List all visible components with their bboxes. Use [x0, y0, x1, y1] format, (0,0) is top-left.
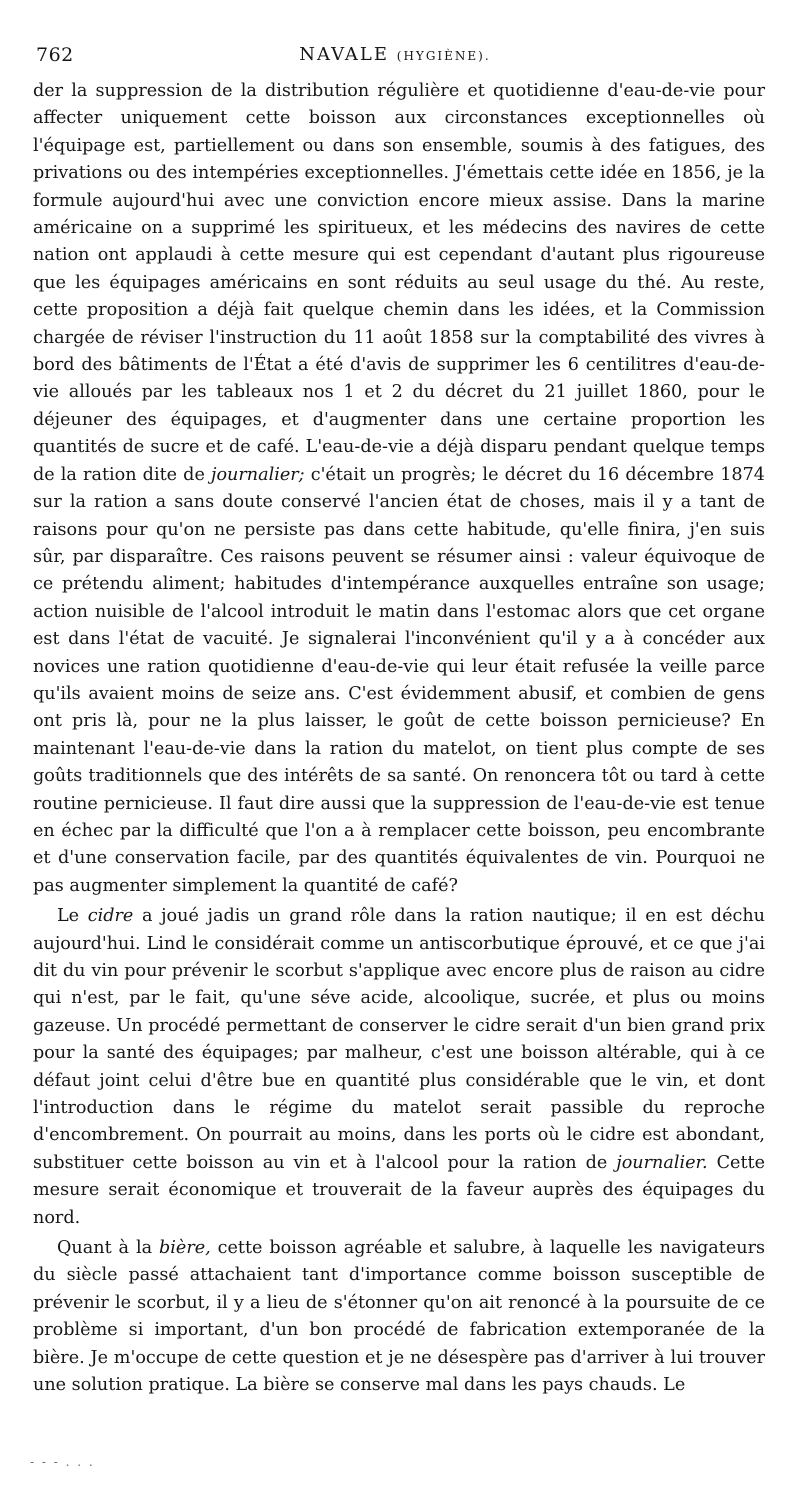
paragraph-text: Cette mesure serait économique et trouverait de la faveur auprès des équipages du nord. — [33, 1152, 766, 1228]
paragraph-text: c'était un progrès; le décret du 16 décembre 1874 sur la ration a sans doute conservé l'ancien état de choses, mais il y a tant de raisons pour qu'on ne persiste pas dans cette habitude, qu'elle finira, j'en suis sûr, par disparaître. Ces raisons peuvent se résumer ainsi : valeur équivoque de ce prétendu aliment; habitudes d'intempérance auxquelles entraîne son usage; action nuisible de l'alcool introduit le matin dans l'estomac alors que cet organe est dans l'état de vacuité. Je signalerai l'inconvénient qu'il y a à concéder aux novices une ration quotidienne d'eau-de-vie qui leur était refusée la veille parce qu'ils avaient moins de seize ans. C'est évidemment abusif, et combien de gens ont pris là, pour ne la plus laisser, le goût de cette boisson pernicieuse? En maintenant l'eau-de-vie dans la ration du matelot, on tient plus compte de ses goûts traditionnels que des intérêts de sa santé. On renoncera tôt ou tard à cette routine pernicieuse. Il faut dire aussi que la suppression de l'eau-de-vie est tenue en échec par la difficulté que l'on a à remplacer cette boisson, peu encombrante et d'une conservation facile, par des quantités équivalentes de vin. Pourquoi ne pas augmenter simplement la quantité de café? — [33, 464, 765, 896]
paragraph-text: der la suppression de la distribution régulière et quotidienne d'eau-de-vie pour affecter uniquement cette boisson aux circonstances exceptionnelles où l'équipage est, partiellement ou dans son ensemble, soumis à des fatigues, des privations ou des intempéries exceptionnelles. J'émettais cette idée en 1856, je la formule aujourd'hui avec une conviction encore mieux assise. Dans la marine américaine on a supprimé les spiritueux, et les médecins des navires de cette nation ont applaudi à cette mesure qui est cependant d'autant plus rigoureuse que les équipages américains en sont réduits au seul usage du thé. Au reste, cette proposition a déjà fait quelque chemin dans les idées, et la Commission chargée de réviser l'instruction du 11 août 1858 sur la comptabilité des vivres à bord des bâtiments de l'État a été d'avis de supprimer les 6 centilitres d'eau-de-vie alloués par les tableaux nos 1 et 2 du décret du 21 juillet 1860, pour le déjeuner des équipages, et d'augmenter dans une certaine proportion les quantités de sucre et de café. L'eau-de-vie a déjà disparu pendant quelque temps de la ration dite de — [33, 81, 765, 485]
running-title-main: NAVALE — [299, 44, 390, 65]
paragraph-text: Quant à la — [57, 1238, 153, 1259]
body-text — [33, 78, 765, 1400]
paragraph-eau-de-vie — [33, 78, 765, 900]
italic-term: journalier. — [616, 1152, 708, 1173]
footer-marks: - - - . . . — [30, 1455, 95, 1469]
page-number: 762 — [36, 44, 74, 66]
paragraph-cidre — [33, 903, 765, 1232]
running-title — [30, 44, 760, 65]
running-title-sub: (HYGIÈNE). — [396, 49, 491, 63]
paragraph-text: Le — [57, 906, 80, 927]
paragraph-text: a joué jadis un grand rôle dans la ration nautique; il en est déchu aujourd'hui. Lind le considérait comme un antiscorbutique éprouvé, et ce que j'ai dit du vin pour prévenir le scorbut s'applique avec encore plus de raison au cidre qui n'est, par le fait, qu'une séve acide, alcoolique, sucrée, et plus ou moins gazeuse. Un procédé permettant de conserver le cidre serait d'un bien grand prix pour la santé des équipages; par malheur, c'est une boisson altérable, qui à ce défaut joint celui d'être bue en quantité plus considérable que le vin, et dont l'introduction dans le régime du matelot serait passible du reproche d'encombrement. On pourrait au moins, dans les ports où le cidre est abondant, substituer cette boisson au vin et à l'alcool pour la ration de — [33, 906, 766, 1173]
italic-term: journalier; — [210, 464, 305, 485]
paragraph-biere — [33, 1235, 765, 1399]
running-header — [30, 44, 760, 76]
italic-term: bière, — [159, 1238, 211, 1259]
italic-term: cidre — [87, 906, 134, 927]
paragraph-text: cette boisson agréable et salubre, à laquelle les navigateurs du siècle passé attachaient tant d'importance comme boisson susceptible de prévenir le scorbut, il y a lieu de s'étonner qu'on ait renoncé à la poursuite de ce problème si important, d'un bon procédé de fabrication extemporanée de la bière. Je m'occupe de cette question et je ne désespère pas d'arriver à lui trouver une solution pratique. La bière se conserve mal dans les pays chauds. Le — [33, 1238, 766, 1396]
